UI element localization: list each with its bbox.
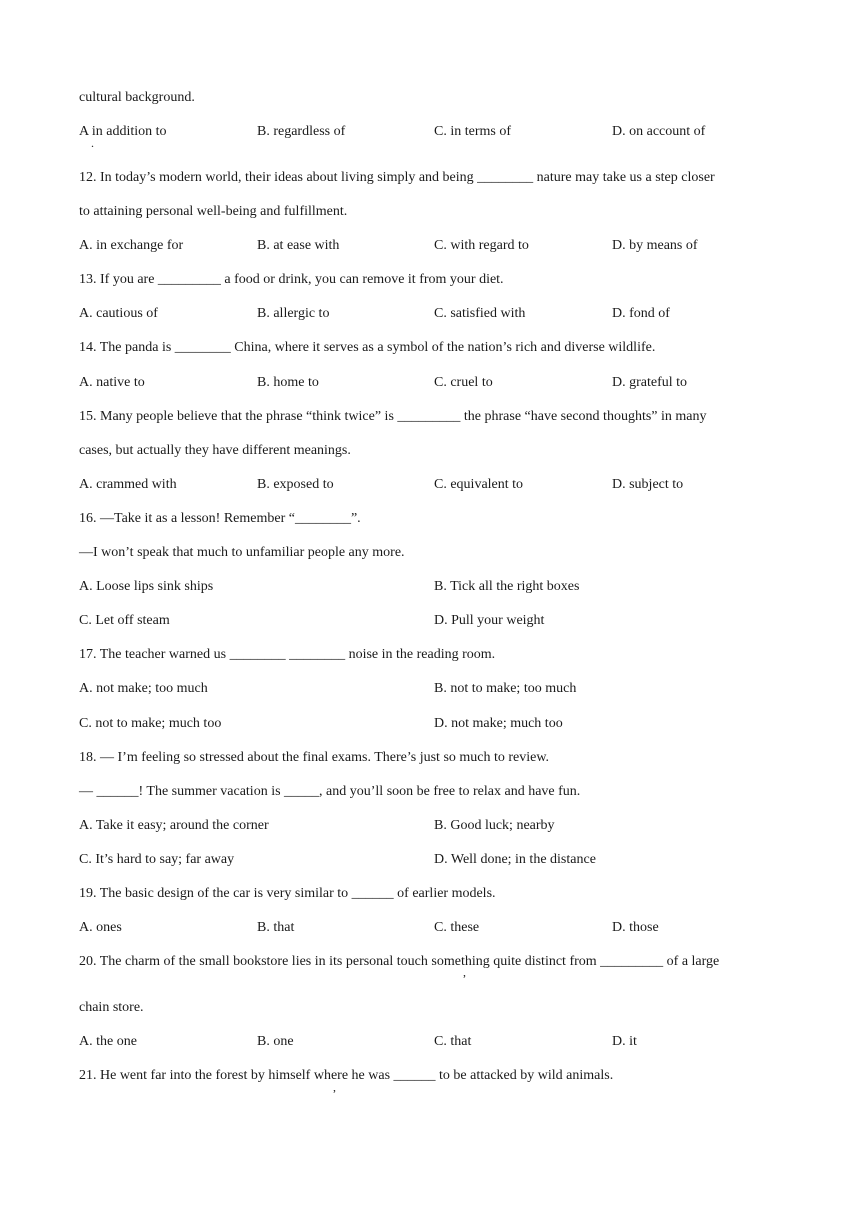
q18-option-a: A. Take it easy; around the corner [79, 818, 269, 833]
q11-option-a: A in addition to [79, 124, 167, 139]
q12-options [79, 237, 819, 255]
q16-option-d: D. Pull your weight [434, 613, 545, 628]
q19-stem: 19. The basic design of the car is very similar to ______ of earlier models. [79, 886, 496, 901]
q13-option-c: C. satisfied with [434, 306, 526, 321]
q13-stem: 13. If you are _________ a food or drink, you can remove it from your diet. [79, 272, 504, 287]
q14-option-c: C. cruel to [434, 375, 493, 390]
q20-option-a: A. the one [79, 1034, 137, 1049]
comma-mark: , [463, 965, 466, 979]
q18-options-row1 [79, 817, 819, 835]
q12-option-b: B. at ease with [257, 238, 340, 253]
comma-mark-2: , [333, 1080, 336, 1094]
q18-stem: 18. — I’m feeling so stressed about the final exams. There’s just so much to review. [79, 750, 550, 765]
q18-option-c: C. It’s hard to say; far away [79, 852, 235, 867]
q20-options [79, 1033, 819, 1051]
q19-option-c: C. these [434, 920, 480, 935]
q16-stem-reply: —I won’t speak that much to unfamiliar people any more. [79, 545, 405, 560]
q16-option-c: C. Let off steam [79, 613, 170, 628]
q15-option-c: C. equivalent to [434, 477, 524, 492]
q19-option-d: D. those [612, 920, 659, 935]
q17-options-row1 [79, 680, 819, 698]
q16-stem: 16. —Take it as a lesson! Remember “________”. [79, 511, 361, 526]
q11-option-d: D. on account of [612, 124, 706, 139]
q15-stem-cont: cases, but actually they have different meanings. [79, 443, 351, 458]
q12-stem: 12. In today’s modern world, their ideas about living simply and being ________ nature may take us a step closer [79, 170, 715, 185]
q13-option-a: A. cautious of [79, 306, 158, 321]
q17-stem: 17. The teacher warned us ________ ________ noise in the reading room. [79, 647, 496, 662]
q13-options [79, 305, 819, 323]
q16-option-b: B. Tick all the right boxes [434, 579, 580, 594]
q17-option-d: D. not make; much too [434, 716, 563, 731]
q18-stem-reply: — ______! The summer vacation is _____, and you’ll soon be free to relax and have fun. [79, 784, 581, 799]
q11-options [79, 123, 819, 141]
q17-option-a: A. not make; too much [79, 681, 208, 696]
q18-option-d: D. Well done; in the distance [434, 852, 596, 867]
q16-options-row2 [79, 612, 819, 630]
q14-option-b: B. home to [257, 375, 319, 390]
q17-options-row2 [79, 715, 819, 733]
q20-option-b: B. one [257, 1034, 294, 1049]
q18-option-b: B. Good luck; nearby [434, 818, 555, 833]
q14-stem: 14. The panda is ________ China, where it serves as a symbol of the nation’s rich and diverse wildlife. [79, 340, 656, 355]
q15-option-a: A. crammed with [79, 477, 177, 492]
q15-option-d: D. subject to [612, 477, 684, 492]
q20-stem: 20. The charm of the small bookstore lies in its personal touch something quite distinct from _________ of a large [79, 954, 720, 969]
q15-options [79, 476, 819, 494]
q11-stem-end: cultural background. [79, 90, 195, 105]
q19-option-b: B. that [257, 920, 295, 935]
q17-option-c: C. not to make; much too [79, 716, 222, 731]
q21-stem: 21. He went far into the forest by himself where he was ______ to be attacked by wild animals. [79, 1068, 614, 1083]
q11-option-c: C. in terms of [434, 124, 511, 139]
q15-option-b: B. exposed to [257, 477, 334, 492]
q14-option-d: D. grateful to [612, 375, 688, 390]
q12-option-c: C. with regard to [434, 238, 529, 253]
q15-stem: 15. Many people believe that the phrase “think twice” is _________ the phrase “have second thoughts” in many [79, 409, 707, 424]
q16-options-row1 [79, 578, 819, 596]
q16-option-a: A. Loose lips sink ships [79, 579, 214, 594]
q14-options [79, 374, 819, 392]
q12-option-d: D. by means of [612, 238, 698, 253]
q12-stem-cont: to attaining personal well-being and fulfillment. [79, 204, 348, 219]
q18-options-row2 [79, 851, 819, 869]
q14-option-a: A. native to [79, 375, 145, 390]
q20-option-d: D. it [612, 1034, 637, 1049]
q19-option-a: A. ones [79, 920, 122, 935]
q20-stem-cont: chain store. [79, 1000, 144, 1015]
q19-options [79, 919, 819, 937]
q13-option-b: B. allergic to [257, 306, 330, 321]
q20-option-c: C. that [434, 1034, 472, 1049]
q13-option-d: D. fond of [612, 306, 670, 321]
q11-option-b: B. regardless of [257, 124, 346, 139]
q12-option-a: A. in exchange for [79, 238, 184, 253]
q17-option-b: B. not to make; too much [434, 681, 577, 696]
stray-dot-mark: . [91, 136, 94, 150]
